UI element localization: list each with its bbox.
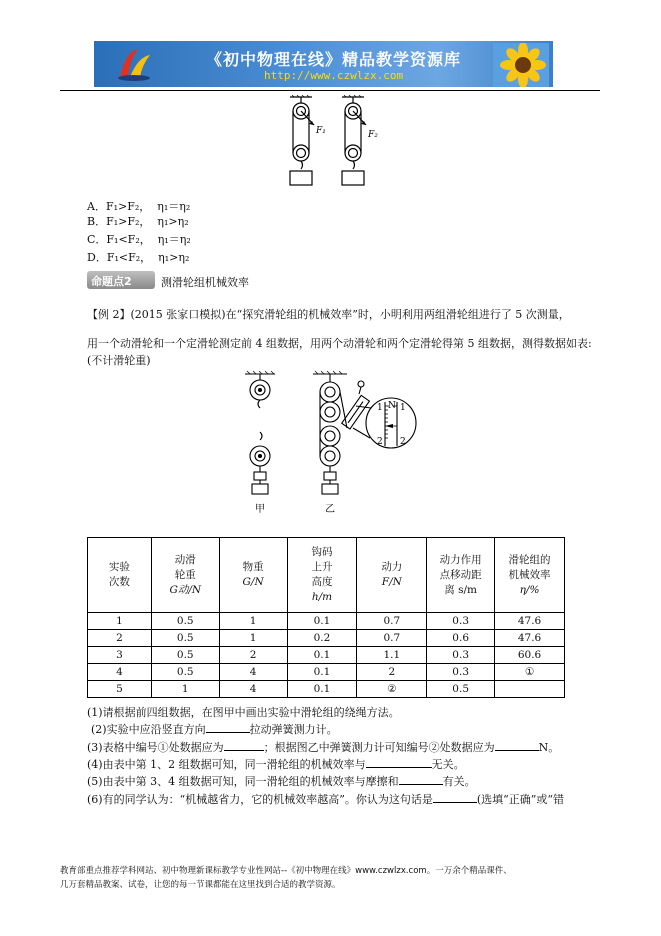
table-cell: 0.7 (357, 613, 427, 630)
table-cell: 3 (88, 647, 152, 664)
figure-label-jia: 甲 (255, 504, 265, 515)
table-row (88, 681, 565, 698)
scale-label-2-right: 2 (400, 437, 406, 447)
answer-blank-6[interactable] (433, 792, 477, 803)
figure-label-yi: 乙 (325, 504, 335, 515)
header-url[interactable]: http://www.czwlzx.com (264, 69, 404, 82)
table-row (88, 630, 565, 647)
footer-line-2: 几万套精品教案、试卷，让您的每一节课都能在这里找到合适的教学资源。 (60, 880, 341, 890)
option-a: A．F₁>F₂， η₁＝η₂ (87, 200, 191, 213)
force-label-f2: F₂ (368, 130, 378, 140)
answer-blank-5[interactable] (399, 774, 443, 785)
table-cell: 0.2 (287, 630, 357, 647)
force-label-f1: F₁ (316, 126, 326, 136)
example-line-2: 用一个动滑轮和一个定滑轮测定前 4 组数据，用两个动滑轮和两个定滑轮得第 5 组数据，测得数据如表: (87, 337, 592, 350)
header-object-weight: 物重 G/N (219, 538, 287, 613)
table-cell: 1 (151, 681, 219, 698)
scale-label-2-left: 2 (377, 437, 383, 447)
pulley-figure-1 (280, 95, 390, 190)
table-cell: ① (495, 664, 565, 681)
scale-label-1-left: 1 (377, 403, 383, 413)
table-cell: 0.5 (151, 664, 219, 681)
table-cell: 0.1 (287, 664, 357, 681)
table-cell: 4 (88, 664, 152, 681)
table-cell: 5 (88, 681, 152, 698)
table-row (88, 613, 565, 630)
table-cell: 1 (88, 613, 152, 630)
header-efficiency: 滑轮组的 机械效率 η/% (495, 538, 565, 613)
table-cell: 0.5 (151, 613, 219, 630)
table-cell: 0.6 (427, 630, 495, 647)
table-cell: 0.3 (427, 647, 495, 664)
footer-line-1: 教育部重点推荐学科网站、初中物理新课标教学专业性网站--《初中物理在线》www.czwlzx.com。一万余个精品课件、 (60, 866, 512, 876)
header-title: 《初中物理在线》精品教学资源库 (206, 50, 462, 69)
option-d: D．F₁<F₂， η₁>η₂ (87, 251, 190, 264)
data-table (87, 537, 565, 698)
header-distance: 动力作用 点移动距 离 s/m (427, 538, 495, 613)
table-cell: 4 (219, 664, 287, 681)
site-logo-icon (116, 47, 152, 81)
question-1: (1)请根据前四组数据，在图甲中画出实验中滑轮组的绕绳方法。 (87, 706, 400, 719)
table-cell: 0.5 (427, 681, 495, 698)
table-cell: 0.1 (287, 647, 357, 664)
answer-blank-3a[interactable] (224, 740, 264, 751)
table-cell: 47.6 (495, 613, 565, 630)
table-cell: 0.1 (287, 613, 357, 630)
table-cell: 47.6 (495, 630, 565, 647)
header-pulley-weight: 动滑 轮重 G动/N (151, 538, 219, 613)
option-b: B．F₁>F₂， η₁>η₂ (87, 215, 189, 228)
header-banner (94, 41, 553, 87)
table-cell: 2 (357, 664, 427, 681)
answer-blank-4[interactable] (366, 757, 432, 768)
table-cell: 1 (219, 613, 287, 630)
question-2: (2)实验中应沿竖直方向 拉动弹簧测力计。 (91, 723, 338, 736)
answer-blank-3b[interactable] (495, 740, 539, 751)
table-cell: 1.1 (357, 647, 427, 664)
question-6: (6)有的同学认为：“机械越省力，它的机械效率越高”。你认为这句话是 (选填“正确”或“错 (87, 793, 564, 806)
answer-blank-2[interactable] (206, 722, 250, 733)
scale-label-1-right: 1 (400, 403, 406, 413)
table-cell: 0.5 (151, 630, 219, 647)
sunflower-icon (493, 43, 549, 87)
header-divider (60, 90, 600, 91)
table-cell: 2 (219, 647, 287, 664)
table-cell: 60.6 (495, 647, 565, 664)
header-force: 动力 F/N (357, 538, 427, 613)
pulley-figure-2 (235, 368, 425, 518)
table-cell: 0.3 (427, 613, 495, 630)
topic-badge: 命题点2 (87, 271, 155, 289)
table-cell: 0.7 (357, 630, 427, 647)
table-row (88, 664, 565, 681)
scale-label-n: N (388, 401, 396, 411)
header-height: 钩码 上升 高度 h/m (287, 538, 357, 613)
topic-title: 测滑轮组机械效率 (161, 276, 249, 289)
header-trial: 实验 次数 (88, 538, 152, 613)
question-4: (4)由表中第 1、2 组数据可知，同一滑轮组的机械效率与 无关。 (87, 758, 465, 771)
question-3: (3)表格中编号①处数据应为 ；根据图乙中弹簧测力计可知编号②处数据应为 N。 (87, 741, 560, 754)
question-5: (5)由表中第 3、4 组数据可知，同一滑轮组的机械效率与摩擦和 有关。 (87, 775, 476, 788)
table-cell: 1 (219, 630, 287, 647)
table-cell: 0.1 (287, 681, 357, 698)
table-cell: 4 (219, 681, 287, 698)
example-line-3: (不计滑轮重) (87, 354, 151, 367)
table-header-row (88, 538, 565, 613)
table-cell: 2 (88, 630, 152, 647)
table-cell: ② (357, 681, 427, 698)
table-cell: 0.5 (151, 647, 219, 664)
option-c: C．F₁<F₂， η₁＝η₂ (87, 233, 191, 246)
example-line-1: 【例 2】(2015 张家口模拟)在“探究滑轮组的机械效率”时，小明利用两组滑轮组进行了 5 次测量， (87, 308, 570, 321)
table-row (88, 647, 565, 664)
table-cell (495, 681, 565, 698)
table-cell: 0.3 (427, 664, 495, 681)
